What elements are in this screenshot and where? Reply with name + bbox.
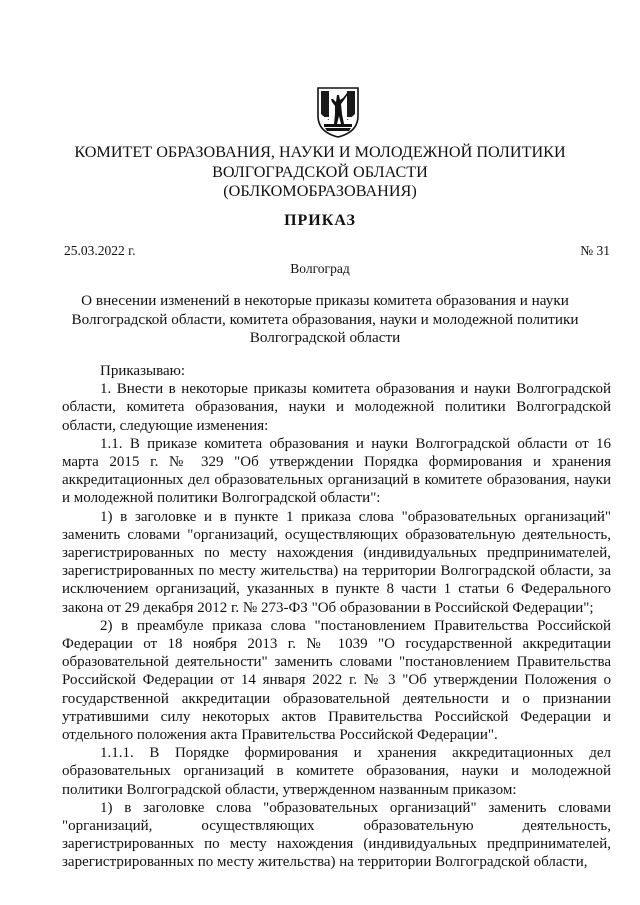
- body-paragraph-subitem-1: 1) в заголовке и в пункте 1 приказа слова "образовательных организаций" заменить словами "организаций, осуществляющих образовательную деятельность, зарегистрированных по месту нахождения (индивидуальных предпринимателей, зарегистрированных по месту жительства) на территории Волгоградской области, за исключением организаций, указанных в пункте 8 части 1 статьи 6 Федерального закона от 29 декабря 2012 г. № 273-ФЗ "Об образовании в Российской Федерации";: [62, 508, 611, 616]
- order-title: ПРИКАЗ: [284, 212, 356, 229]
- org-name-line2: ВОЛГОГРАДСКОЙ ОБЛАСТИ: [212, 162, 428, 181]
- subject-line3: Волгоградской области: [249, 329, 401, 346]
- order-date: 25.03.2022 г.: [64, 243, 136, 258]
- subject-line2: Волгоградской области, комитета образования, науки и молодежной политики: [71, 310, 579, 328]
- order-city: Волгоград: [290, 261, 350, 276]
- order-subject: [60, 292, 590, 348]
- body-paragraph-subitem-2: 2) в преамбуле приказа слова "постановлением Правительства Российской Федерации от 18 ноября 2013 г. № 1039 "О государственной аккредитации образовательной деятельности" заменить словами "постановлением Правительства Российской Федерации от 14 января 2022 г. № 3 "Об утверждении Положения о государственной аккредитации образовательной деятельности и о признании утратившими силу некоторых актов Правительства Российской Федерации и отдельного положения акта Правительства Российской Федерации".: [62, 617, 611, 744]
- org-name-line1: КОМИТЕТ ОБРАЗОВАНИЯ, НАУКИ И МОЛОДЕЖНОЙ ПОЛИТИКИ: [74, 143, 566, 161]
- body-paragraph-item-1: 1. Внести в некоторые приказы комитета образования и науки Волгоградской области, комитета образования, науки и молодежной политики Волгоградской области, следующие изменения:: [62, 381, 611, 434]
- body-paragraph-decree: Приказываю:: [100, 363, 185, 379]
- organization-header: [0, 143, 640, 202]
- body-paragraph-subitem-1b: 1) в заголовке слова "образовательных организаций" заменить словами "организаций, осуществляющих образовательную деятельность, зарегистрированных по месту нахождения (индивидуальных предпринимателей, зарегистрированных по месту жительства) на территории Волгоградской области,: [62, 799, 611, 871]
- subject-line1: О внесении изменений в некоторые приказы комитета образования и науки: [81, 292, 569, 309]
- order-number: № 31: [580, 243, 610, 258]
- order-body: [62, 362, 611, 872]
- volgograd-region-emblem-icon: [316, 86, 360, 138]
- body-paragraph-item-1-1-1: 1.1.1. В Порядке формирования и хранения аккредитационных дел образовательных организаций в комитете образования, науки и молодежной политики Волгоградской области, утвержденном названным приказом:: [62, 745, 611, 798]
- body-paragraph-item-1-1: 1.1. В приказе комитета образования и науки Волгоградской области от 16 марта 2015 г. № 329 "Об утверждении Порядка формирования и хранения аккредитационных дел образовательных организаций в комитете образования, науки и молодежной политики Волгоградской области":: [62, 435, 611, 507]
- org-name-line3: (ОБЛКОМОБРАЗОВАНИЯ): [223, 182, 417, 200]
